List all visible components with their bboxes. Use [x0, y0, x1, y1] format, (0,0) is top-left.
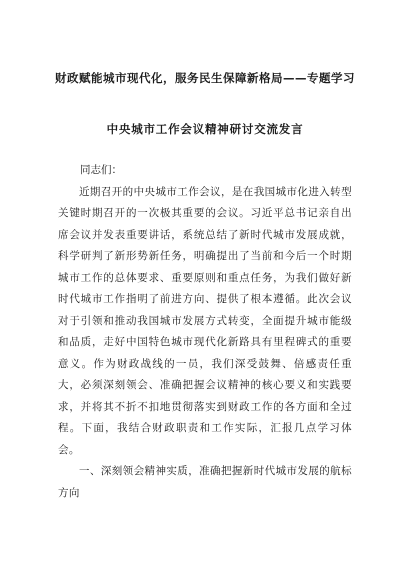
salutation: 同志们： — [80, 164, 122, 176]
body-paragraph: 近期召开的中央城市工作会议，是在我国城市化进入转型关键时期召开的一次极其重要的会议。习近平总书记亲自出席会议并发表重要讲话，系统总结了新时代城市发展成就，科学研判了新形势新任务，明确提出了当前和今后一个时期城市工作的总体要求、重要原则和重点任务，为我们做好新时代城市工作指明了前进方向、提供了根本遵循。此次会议对于引领和推动我国城市发展方式转变，全面提升城市能级和品质，走好中国特色城市现代化新路具有里程碑式的重要意义。作为财政战线的一员，我们深受鼓舞、倍感责任重大，必须深刻领会、准确把握会议精神的核心要义和实践要求，并将其不折不扣地贯彻落实到财政工作的各方面和全过程。下面，我结合财政职责和工作实际，汇报几点学习体会。 — [58, 185, 352, 456]
document-title: 财政赋能城市现代化，服务民生保障新格局——专题学习 — [55, 71, 355, 85]
section-heading: 一、深刻领会精神实质，准确把握新时代城市发展的航标方向 — [58, 465, 352, 499]
document-body — [58, 160, 352, 504]
document-subtitle: 中央城市工作会议精神研讨交流发言 — [106, 122, 304, 136]
